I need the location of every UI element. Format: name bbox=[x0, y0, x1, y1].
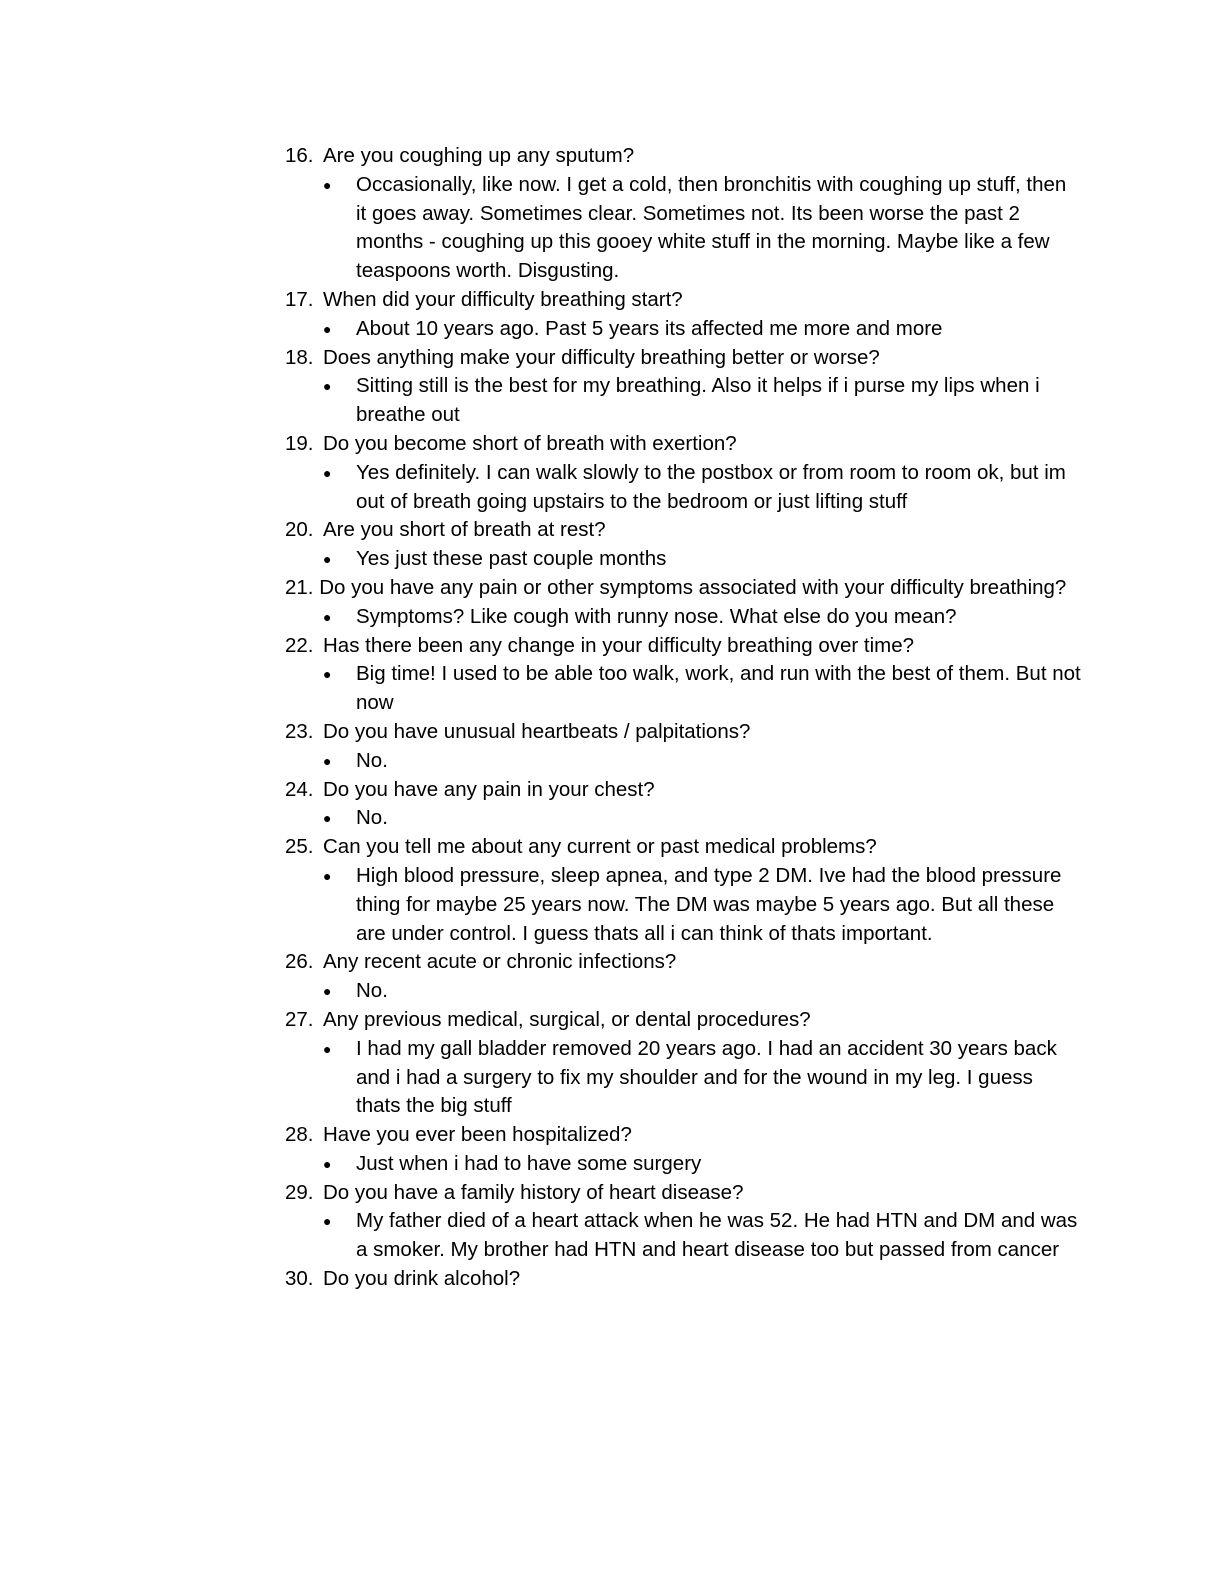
answer-text: Yes just these past couple months bbox=[356, 547, 667, 571]
bullet-icon: ● bbox=[323, 320, 332, 337]
question-number: 22. bbox=[285, 633, 314, 657]
answer-26 bbox=[285, 977, 1085, 1006]
question-text: Does anything make your difficulty breathing better or worse? bbox=[323, 345, 880, 369]
question-number: 18. bbox=[285, 345, 314, 369]
question-30 bbox=[285, 1265, 1085, 1294]
question-18 bbox=[285, 344, 1085, 373]
answer-17 bbox=[285, 315, 1085, 344]
bullet-icon: ● bbox=[323, 608, 332, 625]
question-text: Any recent acute or chronic infections? bbox=[323, 950, 677, 974]
answer-24 bbox=[285, 804, 1085, 833]
bullet-icon: ● bbox=[323, 378, 332, 395]
answer-text: Yes definitely. I can walk slowly to the postbox or from room to room ok, but im out of breath going upstairs to the bedroom or just lifting stuff bbox=[356, 460, 1066, 513]
question-text: Do you become short of breath with exertion? bbox=[323, 431, 737, 455]
answer-23 bbox=[285, 747, 1085, 776]
question-number: 30. bbox=[285, 1267, 314, 1291]
bullet-icon: ● bbox=[323, 983, 332, 1000]
question-number: 29. bbox=[285, 1180, 314, 1204]
answer-text: No. bbox=[356, 806, 388, 830]
question-number: 26. bbox=[285, 950, 314, 974]
question-text: Do you have any pain in your chest? bbox=[323, 777, 655, 801]
bullet-icon: ● bbox=[323, 810, 332, 827]
answer-29 bbox=[285, 1207, 1085, 1265]
answer-text: No. bbox=[356, 979, 388, 1003]
bullet-icon: ● bbox=[323, 1213, 332, 1230]
question-16 bbox=[285, 142, 1085, 171]
answer-text: Big time! I used to be able too walk, work, and run with the best of them. But not now bbox=[356, 662, 1081, 715]
question-28 bbox=[285, 1121, 1085, 1150]
bullet-icon: ● bbox=[323, 867, 332, 884]
question-23 bbox=[285, 718, 1085, 747]
question-24 bbox=[285, 776, 1085, 805]
answer-text: My father died of a heart attack when he was 52. He had HTN and DM and was a smoker. My brother had HTN and heart disease too but passed from cancer bbox=[356, 1209, 1078, 1262]
question-26 bbox=[285, 948, 1085, 977]
bullet-icon: ● bbox=[323, 464, 332, 481]
bullet-icon: ● bbox=[323, 1155, 332, 1172]
question-number: 16. bbox=[285, 144, 314, 167]
question-29 bbox=[285, 1179, 1085, 1208]
question-text: Do you drink alcohol? bbox=[323, 1267, 521, 1291]
question-number: 24. bbox=[285, 777, 314, 801]
answer-16 bbox=[285, 171, 1085, 286]
answer-27 bbox=[285, 1035, 1085, 1121]
answer-18 bbox=[285, 372, 1085, 430]
question-21 bbox=[285, 574, 1085, 603]
question-number: 27. bbox=[285, 1007, 314, 1031]
question-text: Can you tell me about any current or past medical problems? bbox=[323, 835, 877, 859]
answer-21 bbox=[285, 603, 1085, 632]
question-number: 25. bbox=[285, 835, 314, 859]
answer-text: Sitting still is the best for my breathing. Also it helps if i purse my lips when i breathe out bbox=[356, 374, 1040, 427]
question-number: 19. bbox=[285, 431, 314, 455]
questionnaire-page bbox=[285, 142, 1085, 1294]
question-text: Do you have any pain or other symptoms associated with your difficulty breathing? bbox=[319, 575, 1067, 599]
bullet-icon: ● bbox=[323, 666, 332, 683]
question-number: 23. bbox=[285, 719, 314, 743]
question-20 bbox=[285, 516, 1085, 545]
answer-text: Occasionally, like now. I get a cold, then bronchitis with coughing up stuff, then it goes away. Sometimes clear. Sometimes not. Its been worse the past 2 months - coughing up this gooey white stuff in the morning. Maybe like a few teaspoons worth. Disgusting. bbox=[356, 172, 1067, 283]
question-19 bbox=[285, 430, 1085, 459]
answer-text: High blood pressure, sleep apnea, and type 2 DM. Ive had the blood pressure thing for maybe 25 years now. The DM was maybe 5 years ago. But all these are under control. I guess thats all i can think of thats important. bbox=[356, 863, 1062, 945]
answer-25 bbox=[285, 862, 1085, 948]
question-text: Are you coughing up any sputum? bbox=[323, 144, 635, 167]
question-text: Any previous medical, surgical, or dental procedures? bbox=[323, 1007, 811, 1031]
question-text: Have you ever been hospitalized? bbox=[323, 1123, 632, 1147]
answer-text: No. bbox=[356, 748, 388, 772]
question-25 bbox=[285, 833, 1085, 862]
question-text: Has there been any change in your difficulty breathing over time? bbox=[323, 633, 915, 657]
answer-text: I had my gall bladder removed 20 years ago. I had an accident 30 years back and i had a surgery to fix my shoulder and for the wound in my leg. I guess thats the big stuff bbox=[356, 1036, 1057, 1118]
question-17 bbox=[285, 286, 1085, 315]
question-text: Are you short of breath at rest? bbox=[323, 518, 606, 542]
answer-28 bbox=[285, 1150, 1085, 1179]
answer-19 bbox=[285, 459, 1085, 517]
question-text: When did your difficulty breathing start? bbox=[323, 287, 683, 311]
answer-text: About 10 years ago. Past 5 years its affected me more and more bbox=[356, 316, 943, 340]
question-number: 20. bbox=[285, 518, 314, 542]
answer-text: Just when i had to have some surgery bbox=[356, 1151, 702, 1175]
question-number: 17. bbox=[285, 287, 314, 311]
question-22 bbox=[285, 632, 1085, 661]
bullet-icon: ● bbox=[323, 176, 332, 193]
answer-text: Symptoms? Like cough with runny nose. What else do you mean? bbox=[356, 604, 957, 628]
question-text: Do you have a family history of heart disease? bbox=[323, 1180, 744, 1204]
bullet-icon: ● bbox=[323, 551, 332, 568]
question-number: 28. bbox=[285, 1123, 314, 1147]
question-text: Do you have unusual heartbeats / palpitations? bbox=[323, 719, 751, 743]
answer-22 bbox=[285, 660, 1085, 718]
answer-20 bbox=[285, 545, 1085, 574]
bullet-icon: ● bbox=[323, 1040, 332, 1057]
bullet-icon: ● bbox=[323, 752, 332, 769]
question-number: 21. bbox=[285, 575, 314, 599]
question-27 bbox=[285, 1006, 1085, 1035]
